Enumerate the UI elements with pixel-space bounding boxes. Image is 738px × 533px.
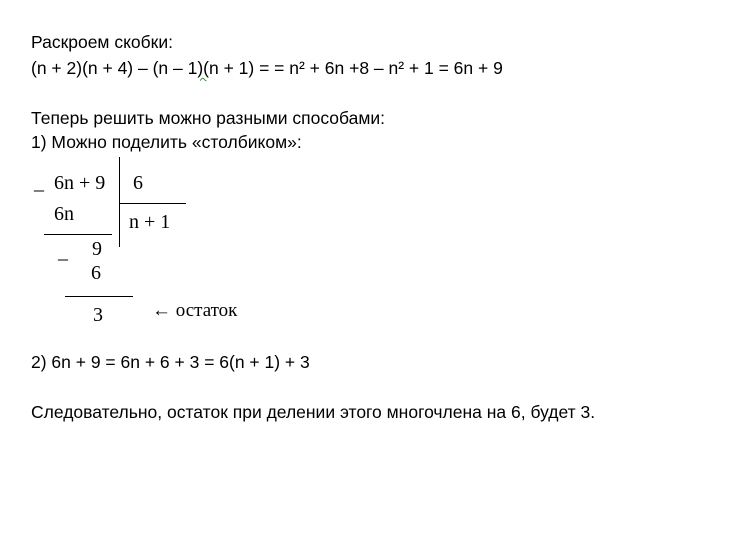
methods-intro: Теперь решить можно разными способами:: [31, 108, 386, 128]
expansion-part-3: n + 1) = = n² + 6n +8 – n² + 1 = 6n + 9: [209, 58, 503, 78]
conclusion-line: Следовательно, остаток при делении этого многочлена на 6, будет 3.: [31, 402, 596, 422]
subtraction-line-1: [44, 234, 112, 235]
minus-sign-2: _: [58, 241, 68, 263]
quotient: n + 1: [129, 211, 171, 233]
dividend: 6n + 9: [54, 172, 106, 194]
division-vertical-bar: [119, 157, 120, 247]
divisor-underline: [119, 203, 186, 204]
expansion-line: [31, 58, 503, 79]
expansion-part-2-spellcheck: )(: [197, 58, 209, 78]
partial-dividend: 9: [92, 238, 102, 260]
divisor: 6: [133, 172, 143, 194]
remainder-note: ← остаток: [152, 300, 238, 321]
remainder: 3: [93, 304, 103, 326]
method-1-title: 1) Можно поделить «столбиком»:: [31, 132, 302, 152]
subtrahend-2: 6: [91, 262, 101, 284]
expansion-part-1: (n + 2)(n + 4) – (n – 1: [31, 58, 198, 78]
method-2-line: 2) 6n + 9 = 6n + 6 + 3 = 6(n + 1) + 3: [31, 352, 310, 372]
minus-sign-1: _: [34, 172, 44, 194]
subtrahend-1: 6n: [54, 203, 74, 225]
heading-line: Раскроем скобки:: [31, 32, 173, 52]
subtraction-line-2: [65, 296, 133, 297]
